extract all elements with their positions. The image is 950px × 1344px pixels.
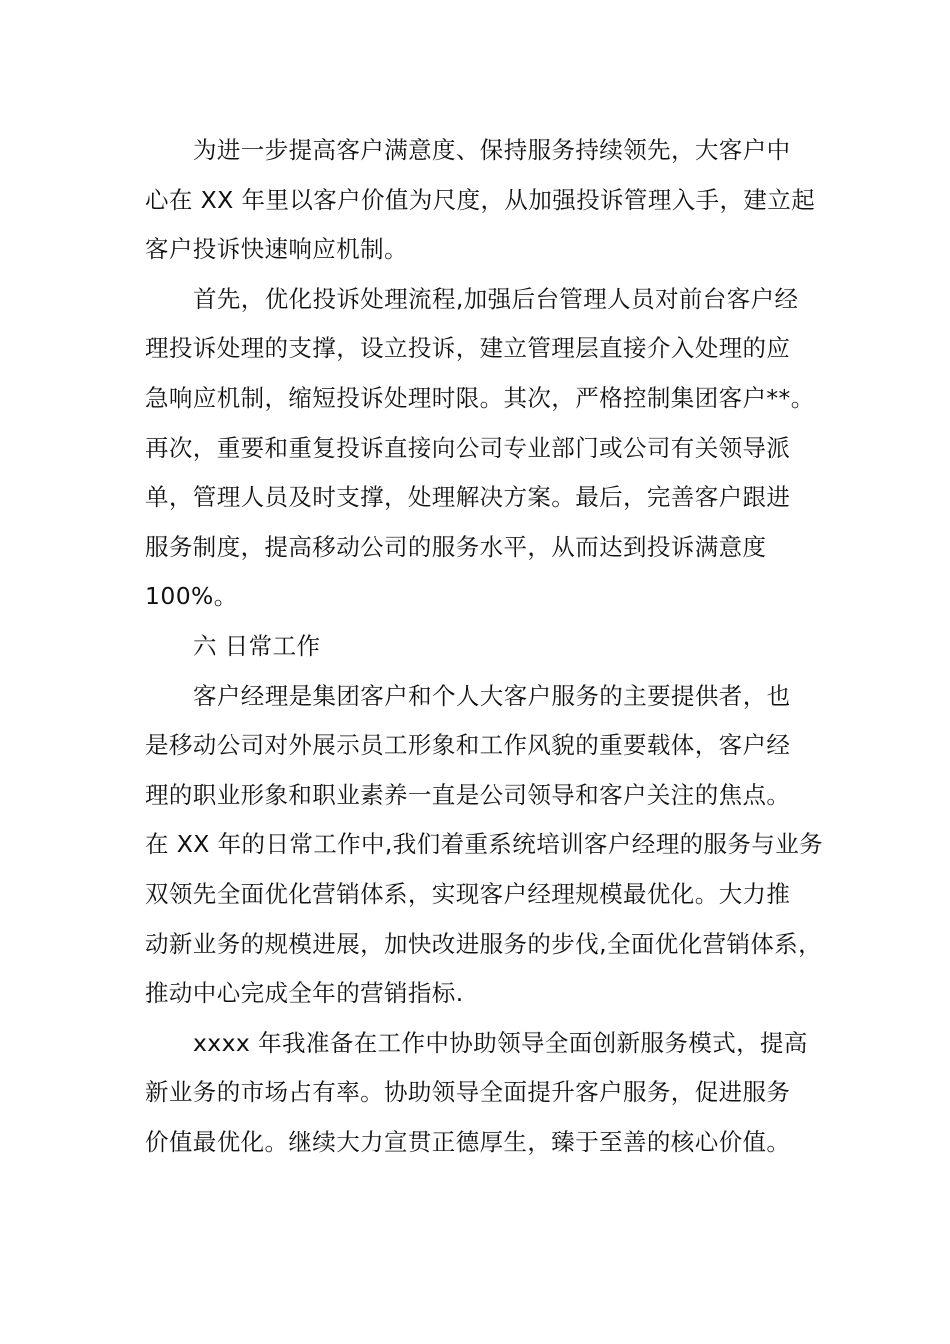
paragraph-2-line-6: 服务制度，提高移动公司的服务水平，从而达到投诉满意度 <box>145 532 767 561</box>
paragraph-1-line-1: 为进一步提高客户满意度、保持服务持续领先，大客户中 <box>193 136 791 164</box>
document-body <box>145 126 831 1167</box>
paragraph-5-line-3: 价值最优化。继续大力宣贯正德厚生，臻于至善的核心价值。 <box>145 1127 791 1156</box>
paragraph-4-line-3: 理的职业形象和职业素养一直是公司领导和客户关注的焦点。 <box>145 780 791 809</box>
paragraph-2-line-5: 单，管理人员及时支撑，处理解决方案。最后，完善客户跟进 <box>145 483 791 512</box>
paragraph-2-line-1: 首先，优化投诉处理流程,加强后台管理人员对前台客户经 <box>193 284 799 313</box>
section-heading: 六 日常工作 <box>193 631 321 660</box>
paragraph-1-line-3: 客户投诉快速响应机制。 <box>145 235 408 264</box>
paragraph-2-line-4: 再次，重要和重复投诉直接向公司专业部门或公司有关领导派 <box>145 433 791 462</box>
paragraph-5-line-2: 新业务的市场占有率。协助领导全面提升客户服务，促进服务 <box>145 1078 791 1107</box>
paragraph-4-line-6: 动新业务的规模进展，加快改进服务的步伐,全面优化营销体系， <box>145 929 823 958</box>
paragraph-4-line-7: 推动中心完成全年的营销指标. <box>145 979 464 1008</box>
paragraph-1-line-2: 心在 XX 年里以客户价值为尺度，从加强投诉管理入手，建立起 <box>145 185 816 214</box>
paragraph-5-line-1: xxxx 年我准备在工作中协助领导全面创新服务模式，提高 <box>193 1028 808 1057</box>
paragraph-4-line-4: 在 XX 年的日常工作中,我们着重系统培训客户经理的服务与业务 <box>145 830 824 859</box>
paragraph-4-line-2: 是移动公司对外展示员工形象和工作风貌的重要载体，客户经 <box>145 731 791 760</box>
paragraph-2-line-3: 急响应机制，缩短投诉处理时限。其次，严格控制集团客户**。 <box>145 383 815 412</box>
paragraph-2-line-2: 理投诉处理的支撑，设立投诉，建立管理层直接介入处理的应 <box>145 334 791 363</box>
paragraph-2-line-7: 100%。 <box>145 582 238 611</box>
paragraph-4-line-5: 双领先全面优化营销体系，实现客户经理规模最优化。大力推 <box>145 879 791 908</box>
paragraph-4-line-1: 客户经理是集团客户和个人大客户服务的主要提供者，也 <box>193 681 791 710</box>
